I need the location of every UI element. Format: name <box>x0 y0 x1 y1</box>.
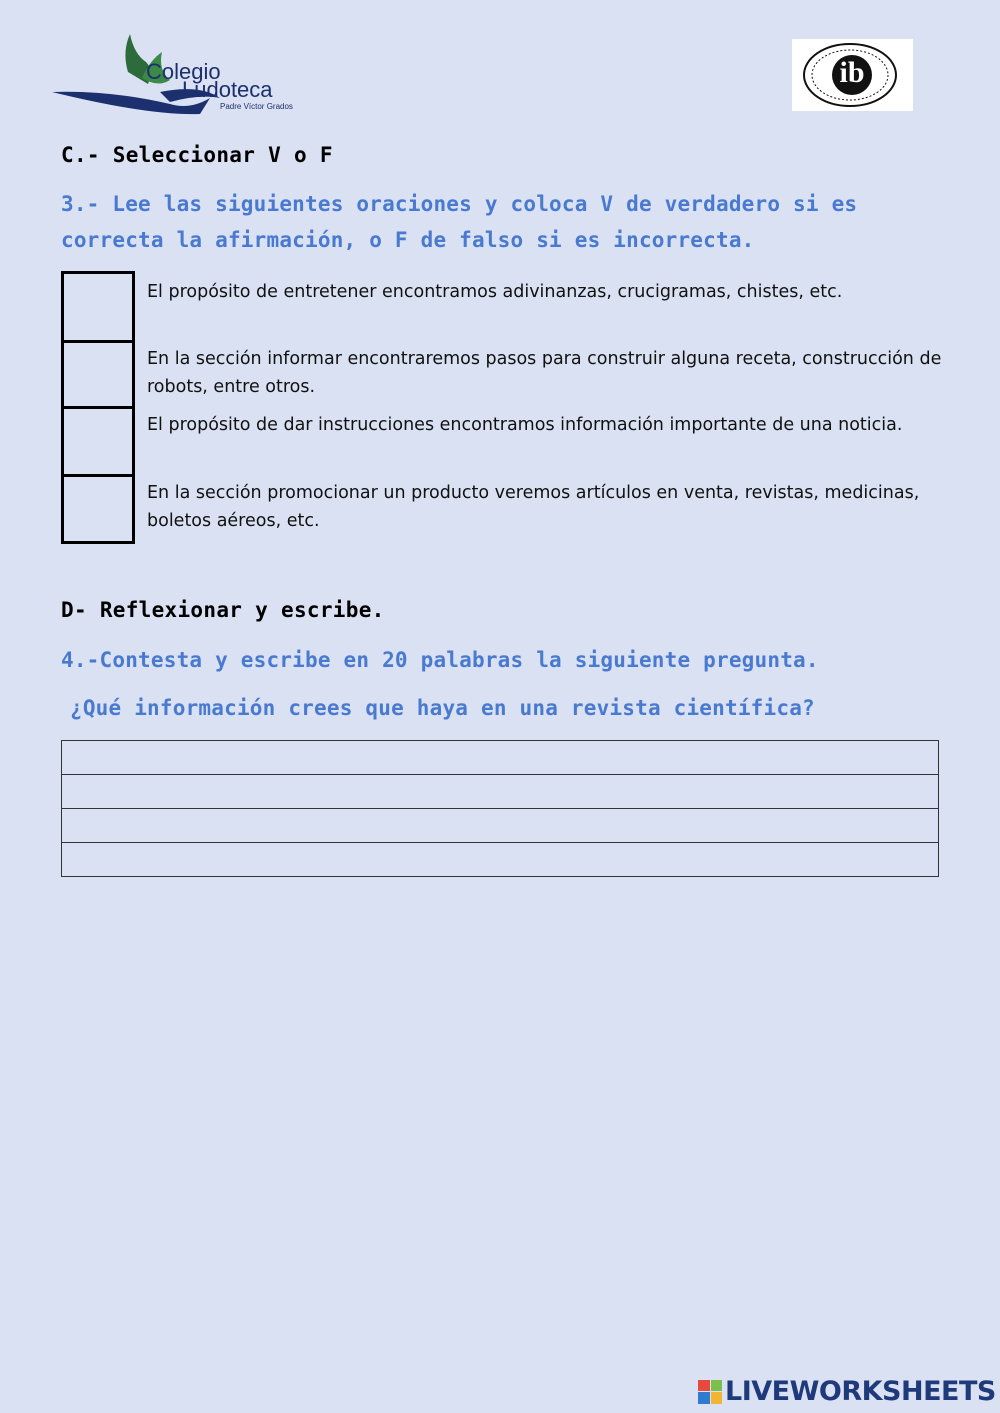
section-d-question: ¿Qué información crees que haya en una revista científica? <box>70 696 815 720</box>
answer-box-2[interactable] <box>61 340 135 409</box>
statement-3: El propósito de dar instrucciones encontramos información importante de una noticia. <box>147 415 903 435</box>
section-d-instruction: 4.-Contesta y escribe en 20 palabras la siguiente pregunta. <box>61 648 819 672</box>
statement-2: En la sección informar encontraremos pasos para construir alguna receta, construcción de robots, entre otros. <box>147 349 942 397</box>
ib-symbol: ib <box>839 56 865 89</box>
liveworksheets-logo <box>698 1376 996 1407</box>
liveworksheets-icon <box>698 1380 722 1404</box>
answer-box-3[interactable] <box>61 406 135 477</box>
school-logo <box>50 32 330 122</box>
statement-1: El propósito de entretener encontramos adivinanzas, crucigramas, chistes, etc. <box>147 282 843 302</box>
school-name-line2: Ludoteca <box>182 77 273 102</box>
school-name-line1: Colegio <box>146 59 221 84</box>
statement-4: En la sección promocionar un producto veremos artículos en venta, revistas, medicinas, boletos aéreos, etc. <box>147 483 920 531</box>
answer-line-1[interactable] <box>62 741 938 775</box>
school-name-line3: Padre Víctor Grados <box>220 102 293 111</box>
answer-box-1[interactable] <box>61 271 135 343</box>
answer-box-4[interactable] <box>61 474 135 544</box>
answer-line-4[interactable] <box>62 843 938 876</box>
answer-line-3[interactable] <box>62 809 938 843</box>
ib-logo <box>792 39 913 111</box>
answer-line-2[interactable] <box>62 775 938 809</box>
section-c-title: C.- Seleccionar V o F <box>61 143 333 167</box>
section-c-instruction: 3.- Lee las siguientes oraciones y coloca V de verdadero si es correcta la afirmación, o F de falso si es incorrecta. <box>61 192 858 252</box>
liveworksheets-brand: LIVEWORKSHEETS <box>725 1376 996 1407</box>
section-d-title: D- Reflexionar y escribe. <box>61 598 385 622</box>
answer-lines[interactable] <box>61 740 939 877</box>
